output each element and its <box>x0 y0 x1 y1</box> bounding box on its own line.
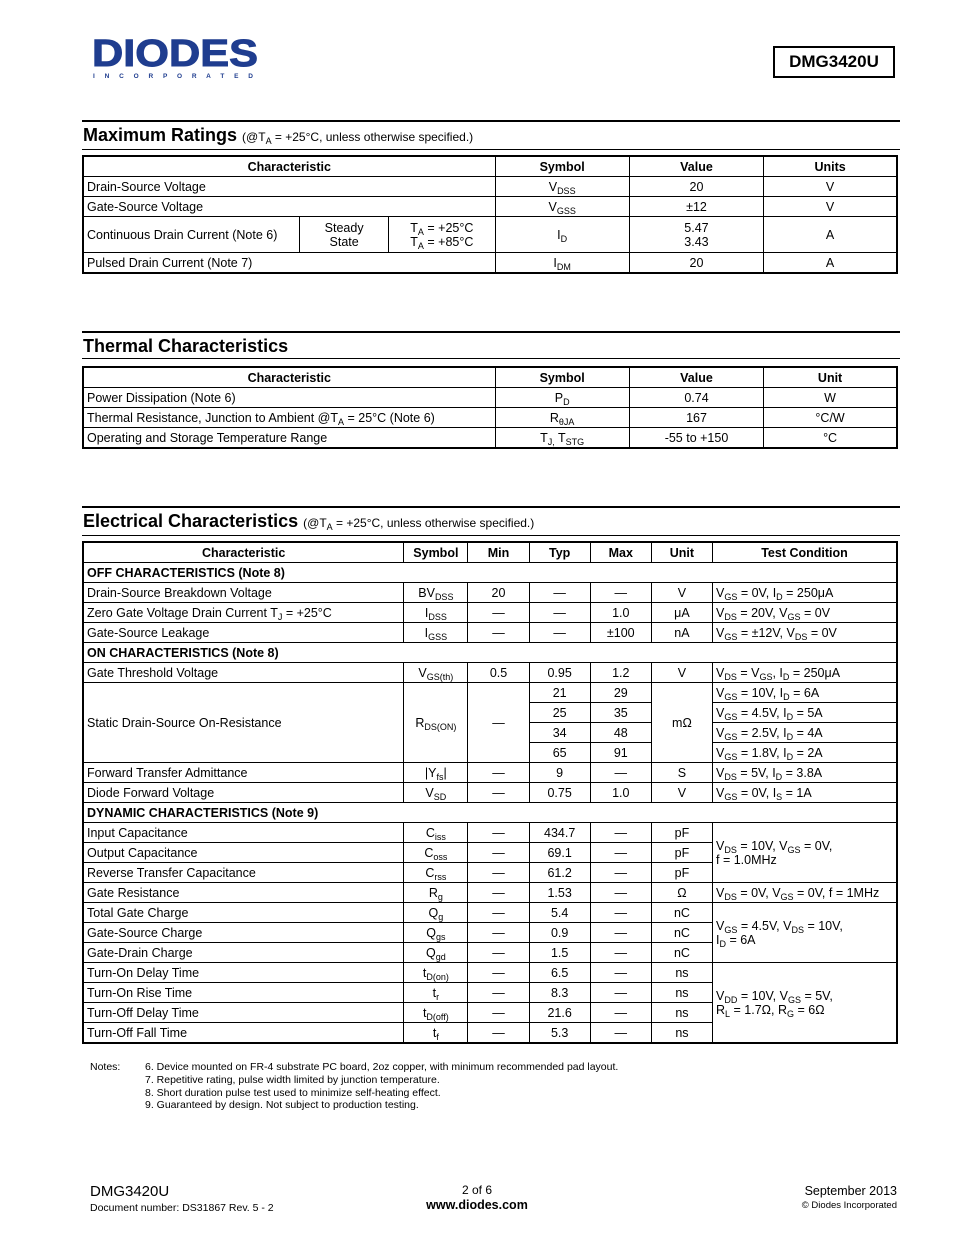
cell-unit: A <box>764 253 897 274</box>
cell-char: Operating and Storage Temperature Range <box>83 428 495 449</box>
footer-page: 2 of 6 <box>461 1183 493 1197</box>
cell-char: Power Dissipation (Note 6) <box>83 388 495 408</box>
table-row <box>83 408 897 428</box>
table-row: Turn-On Rise Time $t_r$ — 8.3 — ns <box>83 983 897 1003</box>
thermal-title: Thermal Characteristics <box>83 336 289 356</box>
cell-value: 0.74 <box>629 388 763 408</box>
cell-unit: V <box>764 177 897 197</box>
cell-value: ±12 <box>629 197 763 217</box>
cell-value: 20 <box>629 177 763 197</box>
part-number: DMG3420U <box>789 52 879 71</box>
note-item: 6. Device mounted on FR-4 substrate PC board, 2oz copper, with minimum recommended pad layout. <box>145 1061 619 1073</box>
table-row <box>83 197 897 217</box>
footer-date: September 2013 <box>804 1184 897 1198</box>
cell-unit: A <box>764 217 897 253</box>
part-number-box <box>773 46 895 78</box>
table-row: Zero Gate Voltage Drain Current $T_J = +25^\circ C$ $I_{DSS}$ — — 1.0 μA $V_{DS} = 20V$, $V_{GS} = 0V$ <box>83 603 897 623</box>
max-ratings-heading <box>82 120 900 150</box>
notes-label: Notes: <box>90 1061 121 1073</box>
footer-copyright: © Diodes Incorporated <box>801 1200 897 1211</box>
table-row <box>83 428 897 449</box>
electrical-heading <box>82 506 900 536</box>
table-row: Gate-Drain Charge $Q_{gd}$ — 1.5 — nC <box>83 943 897 963</box>
cell-char: Drain-Source Voltage <box>83 177 495 197</box>
electrical-table <box>82 541 898 1044</box>
cell-char: Gate-Source Voltage <box>83 197 495 217</box>
cell-state: Steady State <box>300 217 389 253</box>
cell-unit: °C/W <box>764 408 897 428</box>
table-row <box>83 217 897 253</box>
cell-value: 5.47 3.43 <box>629 217 763 253</box>
table-row: Input Capacitance $C_{iss}$ — 434.7 — pF $V_{DS} = 10V$, $V_{GS} = 0V$, f = 1.0MHz <box>83 823 897 843</box>
table-row <box>83 177 897 197</box>
col-unit: Unit <box>764 367 897 388</box>
table-row: Gate-Source Charge $Q_{gs}$ — 0.9 — nC <box>83 923 897 943</box>
col-test-condition: Test Condition <box>713 542 898 563</box>
section-row-on: ON CHARACTERISTICS (Note 8) <box>83 643 897 663</box>
cell-sym: $V_{GSS}$ <box>495 197 629 217</box>
cell-sym: $I_{DM}$ <box>495 253 629 274</box>
col-max: Max <box>590 542 651 563</box>
max-ratings-title: Maximum Ratings <box>83 125 238 145</box>
cell-sym: $P_D$ <box>495 388 629 408</box>
cell-char: Continuous Drain Current (Note 6) <box>83 217 300 253</box>
table-row: Turn-On Delay Time $t_{D(on)}$ — 6.5 — ns $V_{DD} = 10V$, $V_{GS} = 5V$, $R_L = 1.7\Omega$, $R_G = 6\Omega$ <box>83 963 897 983</box>
note-item: 9. Guaranteed by design. Not subject to production testing. <box>145 1099 419 1112</box>
cell-value: 20 <box>629 253 763 274</box>
col-typ: Typ <box>529 542 590 563</box>
max-ratings-table <box>82 155 898 274</box>
table-header-row <box>83 156 897 177</box>
table-row: 65 91 $V_{GS} = 1.8V$, $I_D = 2A$ <box>83 743 897 763</box>
cell-sym: $R_{\theta JA}$ <box>495 408 629 428</box>
footer-part-number: DMG3420U <box>90 1183 170 1200</box>
col-symbol: Symbol <box>495 367 629 388</box>
cell-temps: $T_A = +25^\circ C$ $T_A = +85^\circ C$ <box>389 217 495 253</box>
table-row: Gate Resistance $R_g$ — 1.53 — Ω $V_{DS} = 0V$, $V_{GS} = 0V$, f = 1MHz <box>83 883 897 903</box>
col-symbol: Symbol <box>495 156 629 177</box>
diodes-logo <box>92 36 262 80</box>
col-value: Value <box>629 367 763 388</box>
note-item: 7. Repetitive rating, pulse width limited by junction temperature. <box>145 1073 440 1086</box>
electrical-condition: ($@T_A = +25^\circ C$, unless otherwise specified.) <box>303 516 535 532</box>
cell-value: -55 to +150 <box>629 428 763 449</box>
col-min: Min <box>468 542 529 563</box>
max-ratings-condition: ($@T_A = +25^\circ C$, unless otherwise specified.) <box>242 130 474 146</box>
thermal-table <box>82 366 898 449</box>
cell-char: Pulsed Drain Current (Note 7) <box>83 253 495 274</box>
cell-unit: °C <box>764 428 897 449</box>
table-row: Gate Threshold Voltage $V_{GS(th)}$ 0.5 0.95 1.2 V $V_{DS} = V_{GS}$, $I_D = 250\mu A$ <box>83 663 897 683</box>
cell-char: Thermal Resistance, Junction to Ambient $@T_A = 25^\circ C$ (Note 6) <box>83 408 495 428</box>
footer-right <box>802 1184 897 1211</box>
table-row <box>83 388 897 408</box>
svg-text:I N C O R P O R A T E D: I N C O R P O R A T E D <box>93 73 253 80</box>
table-header-row <box>83 542 897 563</box>
section-row-off: OFF CHARACTERISTICS (Note 8) <box>83 563 897 583</box>
table-row: Forward Transfer Admittance $|Y_{fs}|$ — 9 — S $V_{DS} = 5V$, $I_D = 3.8A$ <box>83 763 897 783</box>
col-unit: Unit <box>651 542 712 563</box>
col-value: Value <box>629 156 763 177</box>
col-characteristic: Characteristic <box>83 542 404 563</box>
table-row: Diode Forward Voltage $V_{SD}$ — 0.75 1.0 V $V_{GS} = 0V$, $I_S = 1A$ <box>83 783 897 803</box>
note-item: 8. Short duration pulse test used to minimize self-heating effect. <box>145 1086 441 1099</box>
table-row: Reverse Transfer Capacitance $C_{rss}$ — 61.2 — pF <box>83 863 897 883</box>
table-row: Turn-Off Fall Time $t_f$ — 5.3 — ns <box>83 1023 897 1044</box>
table-row: Output Capacitance $C_{oss}$ — 69.1 — pF <box>83 843 897 863</box>
cell-unit: V <box>764 197 897 217</box>
thermal-heading <box>82 331 900 359</box>
table-row: 34 48 $V_{GS} = 2.5V$, $I_D = 4A$ <box>83 723 897 743</box>
col-units: Units <box>764 156 897 177</box>
col-characteristic: Characteristic <box>83 156 495 177</box>
table-row: Turn-Off Delay Time $t_{D(off)}$ — 21.6 — ns <box>83 1003 897 1023</box>
table-row: Total Gate Charge $Q_g$ — 5.4 — nC $V_{GS} = 4.5V$, $V_{DS} = 10V$, $I_D = 6A$ <box>83 903 897 923</box>
table-row: Gate-Source Leakage $I_{GSS}$ — — ±100 nA $V_{GS} = \pm 12V$, $V_{DS} = 0V$ <box>83 623 897 643</box>
table-row: Static Drain-Source On-Resistance $R_{DS(ON)}$ — 21 29 mΩ $V_{GS} = 10V$, $I_D = 6A$ <box>83 683 897 703</box>
electrical-title: Electrical Characteristics <box>83 511 299 531</box>
table-row: 25 35 $V_{GS} = 4.5V$, $I_D = 5A$ <box>83 703 897 723</box>
cell-value: 167 <box>629 408 763 428</box>
svg-text:DIODES: DIODES <box>92 36 258 75</box>
cell-sym: $T_{J,}$ $T_{STG}$ <box>495 428 629 449</box>
cell-sym: $I_D$ <box>495 217 629 253</box>
col-characteristic: Characteristic <box>83 367 495 388</box>
footer-url-link[interactable]: www.diodes.com <box>426 1198 528 1212</box>
cell-sym: $V_{DSS}$ <box>495 177 629 197</box>
table-header-row <box>83 367 897 388</box>
cell-unit: W <box>764 388 897 408</box>
section-row-dynamic: DYNAMIC CHARACTERISTICS (Note 9) <box>83 803 897 823</box>
footer-doc-number: Document number: DS31867 Rev. 5 - 2 <box>90 1202 274 1214</box>
col-symbol: Symbol <box>404 542 468 563</box>
table-row: Drain-Source Breakdown Voltage $BV_{DSS}$ 20 — — V $V_{GS} = 0V$, $I_D = 250\mu A$ <box>83 583 897 603</box>
table-row <box>83 253 897 274</box>
